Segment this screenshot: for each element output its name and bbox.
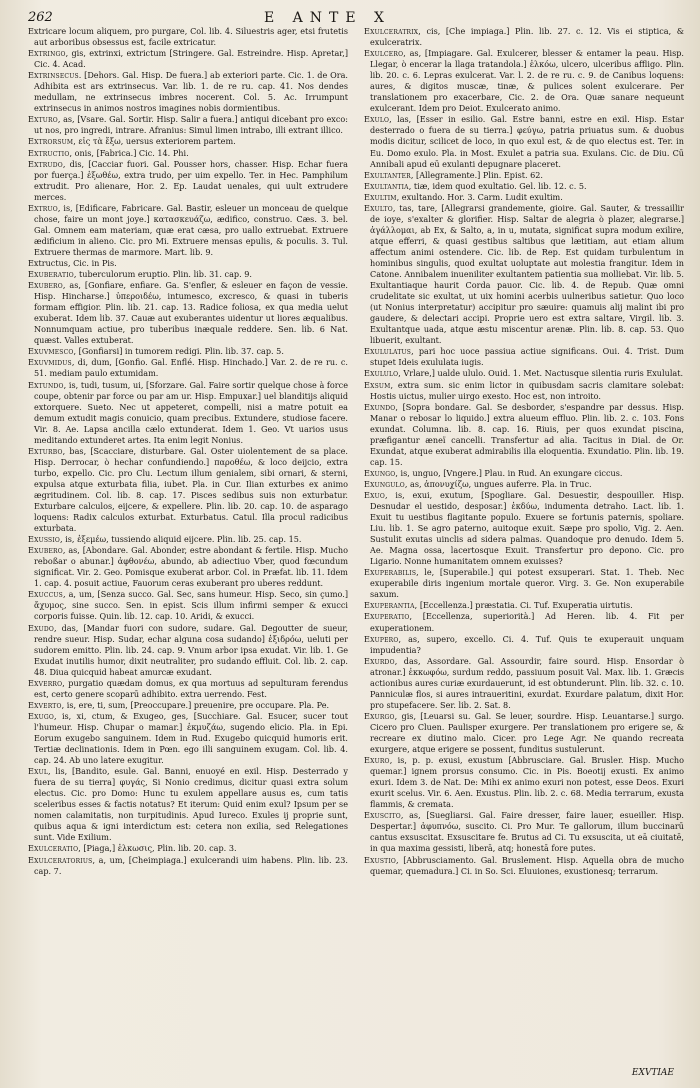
dictionary-entry (28, 203, 348, 258)
entry-text: , is, xi, ctum, & Exugeo, ges, [Succhiare. Gal. Esucer, sucer tout l'humeur. Hisp. Chupar o mamar.] ἐκμυζάω, sugendo elicio. Pla. in Epi. Eorum exugebo sanguinem. Idem in Rud. Exugebo quicquid humoris erit. Tertiæ declinationis. Idem in Pœn. ego illi sanguinem exugam. Col. lib. 4. cap. 24. Ab uno latere exugitur. (34, 710, 348, 766)
entry-text: , onis, [Fabrica.] Cic. 14. Phi. (69, 147, 189, 158)
dictionary-entry (364, 368, 684, 379)
entry-headword: Exturo (28, 114, 58, 125)
entry-headword: Exungulo (364, 478, 405, 489)
right-column (364, 26, 684, 1061)
entry-headword: Exverto (28, 699, 62, 710)
dictionary-entry (364, 634, 684, 656)
entry-headword: Exuo (364, 489, 385, 500)
entry-text: , as, [Abondare. Gal. Abonder, estre abondant & fertile. Hisp. Mucho reboßar o abunar.] ἀφθονέω, abundo, ab adiectiuo Vber, quod fœcundum significat. Vir. 2. Geo. Pomisque exuberat arbor. Col. in Præfat. lib. 11. Idem 1. cap. 4. posuit actiue, Fauorum ceras exuberant pro uberes reddunt. (34, 545, 348, 589)
dictionary-entry (364, 490, 684, 567)
dictionary-entry (28, 346, 348, 357)
entry-headword: Exultanter (364, 169, 411, 180)
entry-headword: Extringo (28, 48, 66, 59)
entry-headword: Exultim (364, 191, 397, 202)
entry-text: , a, um, [Cheimpiaga.] exulcerandi uim habens. Plin. lib. 23. cap. 7. (34, 854, 348, 876)
entry-text: , a, um, [Senza succo. Gal. Sec, sans humeur. Hisp. Seco, sin çumo.] ἄχυμος, sine succo. Sen. in epist. Scis illum infirmi semper & exucci corporis fuisse. Quin. lib. 12. cap. 10. Aridi, & exucci. (34, 589, 348, 622)
dictionary-entry (28, 545, 348, 589)
dictionary-entry (364, 346, 684, 368)
entry-text: , exultando. Hor. 3. Carm. Ludit exultim. (396, 191, 563, 202)
dictionary-entry (28, 678, 348, 700)
dictionary-entry (28, 70, 348, 114)
entry-text: , is, tudi, tusum, ui, [Sforzare. Gal. Faire sortir quelque chose à force coupe, obtenir par force ou par am ur. Hisp. Empuxar.] uel blanditijs aliquid extorquere. Sueto. Nec ut appeteret, compelli, nisi a matre potuit ea demum extudit magis conuicio, quam precibus. Extundere, studiose facere. Vir. 8. Ae. Lapsa ancilla cælo extunderat. Idem 1. Geo. Vt uarios usus meditando extunderet artes. Ita enim legit Nonius. (34, 379, 348, 445)
entry-text: Extricare locum aliquem, pro purgare, Col. lib. 4. Siluestris ager, etsi frutetis aut arboribus obsessus est, facile extricatur. (28, 26, 348, 48)
entry-headword: Extrudo (28, 158, 63, 169)
entry-text: Extructus, Cic. in Pis. (28, 257, 117, 268)
entry-headword: Exuberatio (28, 269, 74, 280)
entry-headword: Extrorsum (28, 136, 74, 147)
entry-headword: Exul (28, 766, 49, 777)
entry-headword: Exuperabilis (364, 567, 417, 578)
dictionary-entry (28, 589, 348, 622)
entry-text: , [Eccellenza, superiorità.] Ad Heren. lib. 4. Fit per exuperationem. (370, 611, 684, 633)
entry-headword: Exululatus (364, 346, 412, 357)
dictionary-entry (364, 203, 684, 347)
entry-text: , [Allegramente.] Plin. Epist. 62. (410, 169, 543, 180)
entry-headword: Exupero (364, 633, 399, 644)
entry-headword: Exuperatio (364, 611, 410, 622)
entry-text: , as, ἀπονυχίζω, ungues auferre. Pla. in Truc. (404, 478, 592, 489)
dictionary-entry (28, 258, 348, 269)
dictionary-entry (364, 855, 684, 877)
entry-headword: Extundo (28, 379, 64, 390)
dictionary-entry (364, 567, 684, 600)
dictionary-entry (364, 380, 684, 402)
entry-text: , as, [Vsare. Gal. Sortir. Hisp. Salir a fuera.] antiqui dicebant pro exco: ut nos, pro ingredi, intrare. Afranius: Simul limen intrabo, illi extrant illico. (34, 114, 348, 136)
dictionary-entry (28, 766, 348, 843)
entry-headword: Exubero (28, 280, 63, 291)
entry-text: , εἰς τὰ ἔξω, uersus exteriorem partem. (73, 136, 236, 147)
dictionary-entry (28, 700, 348, 711)
entry-text: , [Sopra bondare. Gal. Se desborder, s'espandre par dessus. Hisp. Manar o rebosar lo liquido.] extra alueum effluo. Plin. lib. 2. c. 103. Fons exundat. Columna. lib. 8. cap. 16. Riuis, per quos exundat piscina, præfigantur æneï cancelli. Transfertur ad alia. Tacitus in Dial. de Or. Exundat, atque exuberat admirabilis illa eloquentia. Exundatio. Plin. lib. 19. cap. 15. (370, 401, 684, 467)
entry-text: , purgatio quædam domus, ex qua mortuus ad sepulturam ferendus est, certo genere scoparū adhibito. extra uerrendo. Fest. (34, 677, 348, 699)
entry-headword: Exungo (364, 467, 396, 478)
dictionary-entry (28, 280, 348, 346)
catchword: EXVTIAE (631, 1068, 674, 1078)
running-head: E ANTE X (264, 10, 392, 26)
entry-headword: Exsum (364, 379, 391, 390)
dictionary-entry (28, 136, 348, 147)
entry-text: , lis, [Bandito, esule. Gal. Banni, enuoyé en exil. Hisp. Desterrado y fuera de su tierra] φυγάς, Si Nonio credimus, dicitur quasi extra solum electus. Cic. pro Domo: Hunc tu exulem appellare ausus es, cum tatis sceleribus esses & factis notatus? Et iterum: Quid enim exul? Ipsum per se nomen calamitatis, non turpitudinis. Apud Iureco. Exules ij proprie sunt, quibus aqua & igni interdictum est: cetera non exilia, sed Relegationes sunt. Vide Exilium. (34, 766, 348, 843)
dictionary-entry (28, 855, 348, 877)
dictionary-entry (28, 26, 348, 48)
dictionary-entry (28, 269, 348, 280)
entry-text: , as, [Impiagare. Gal. Exulcerer, blesser & entamer la peau. Hisp. Llegar, ò encerar la llaga tratandola.] ἑλκόω, ulcero, ulceribus affligo. Plin. lib. 20. c. 6. Lepras exulcerat. Var. l. 2. de re ru. c. 9. de Canibus loquens: aures, & digitos muscæ, tinæ, & pulices solent exulcerare. Per translationem pro exacerbare, Cic. 2. de Ora. Quæ sanare nequeunt exulcerant. Idem pro Deiot. Exulcerato animo. (370, 48, 684, 114)
entry-headword: Exundo (364, 401, 396, 412)
entry-text: , tas, tare, [Allegrarsi grandemente, gioire. Gal. Sauter, & tressaillir de ioye, s'exalter & glorifier. Hisp. Saltar de alegria ò plazer, alegrarse.] ἀγάλλομαι, ab Ex, & Salto, a, in u, mutata, significat supra modum exilire, atque efferri, & quasi gestibus saltibus que lætitiam, aut etiam alium affectum animi ostendere. Cic. lib. de Rep. Est quidam turbulentum in hominibus singulis, quod exultat uoluptate aut molestia frangitur. Idem in Catone. Annibalem inueniliter exultantem patientia sua molliebat. Vir. lib. 5. Exultantiaque haurit Corda pauor. Cic. lib. 4. de Repub. Quæ omni crudelitate sic exultat, ut uix homini acerbis uulneribus satietur. Quo loco (ut Nonius interpretatur) accipitur pro sæuire: quamuis alij malint ibi pro gaudere, & delectari accipi. Proprie uero est extra saltare, Virgil. lib. 3. Exultantque uada, atque æstu miscentur arenæ. Plin. lib. 8. cap. 53. Quo libuerit, exultant. (370, 202, 684, 346)
entry-text: , as, [Suegliarsi. Gal. Faire dresser, faire lauer, esueiller. Hisp. Despertar.] ἀφυπνόω, suscito. Ci. Pro Mur. Te gallorum, illum buccinarū cantus exsuscitat. Exsuscitare fe. Brutus ad Ci. Tu exsuscita, ut eā ciuitatē, in qua maxima gessisti, liberā, atq; honestā fore putes. (370, 810, 684, 854)
dictionary-entry (364, 656, 684, 711)
entry-text: , bas, [Scacciare, disturbare. Gal. Oster uiolentement de sa place. Hisp. Derrocar, ò hechar confundiendo.] παροθέω, & loco deijcio, extra turbo, expello. Cic. pro Clu. Lectum illum genialem, sibi ornari, & sterni, expulsa atque exturbata filia, iubet. Pla. in Cur. Ilian exturbes ex animo ægritudinem. Col. lib. 8. cap. 17. Pisces sedibus suis non exturbatur. Exturbare calculos, eijcere, & expellere. Plin. lib. 20. cap. 10. de asparago loquens: Radix calculos exturbat. Exturbatus. Catul. Illa procul radicibus exturbata. (34, 445, 348, 534)
entry-text: , [Piaga,] ἑλκωσις, Plin. lib. 20. cap. 3. (78, 843, 237, 854)
dictionary-entry (364, 611, 684, 633)
entry-text: , gis, [Leuarsi su. Gal. Se leuer, sourdre. Hisp. Leuantarse.] surgo. Cicero pro Cluen. Paulisper exurgere. Per translationem pro erigere se, & recreare ex diutino malo. Cicer. pro Lege Agr. Ne quando recreata exurgere, atque erigere se possent, funditus sustulerunt. (370, 710, 684, 755)
entry-text: , das, Assordare. Gal. Assourdir, faire sourd. Hisp. Ensordar ò atronar.] ἐκκωφόω, surdum reddo, passiuum posuit Val. Max. lib. 1. Græcis actionibus aures curiæ exurdauerunt, id est obtunderunt. Plin. lib. 32. c. 10. Panniculæ flos, si aures intraueritini, exurdat. Exurdare palatum, dixit Hor. pro stupefacere. Ser. lib. 2. Sat. 8. (370, 655, 684, 710)
entry-text: , pari hoc uoce passiua actiue significans. Oui. 4. Trist. Dum stupet Ideis exululata iugis. (370, 346, 684, 368)
entry-headword: Exuperantia (364, 600, 415, 611)
entry-text: , dis, [Cacciar fuori. Gal. Pousser hors, chasser. Hisp. Echar fuera por fuerça.] ἐξωθέω, extra trudo, per uim expello. Ter. in Hec. Pamphilum extrudit. Pro alienare, Hor. 2. Ep. Laudat uenales, qui uult extrudere merces. (34, 158, 348, 202)
entry-text: , das, [Mandar fuori con sudore, sudare. Gal. Degoutter de sueur, rendre sueur. Hisp. Sudar, echar alguna cosa sudando] ἐξιδρόω, ueluti per sudorem emitto. Plin. lib. 24. cap. 9. Vnum arbor ipsa exudat. Vir. lib. 1. Ge Exudat inutilis humor, dixit neutraliter, pro sudando effluit. Col. lib. 2. cap. 48. Diua quicquid habeat amurcæ exudant. (34, 622, 348, 677)
entry-text: , le, [Superabile.] qui potest exsuperari. Stat. 1. Theb. Nec exuperabile diris ingenium mortale queror. Virg. 3. Ge. Non exuperabile saxum. (370, 567, 684, 600)
entry-headword: Exurdo (364, 655, 395, 666)
entry-headword: Exuvmidus (28, 357, 72, 368)
entry-text: , [Eccellenza.] præstatia. Ci. Tuf. Exuperatia uirtutis. (414, 600, 633, 611)
entry-headword: Exululo (364, 368, 399, 379)
dictionary-entry (364, 402, 684, 468)
page-number: 262 (28, 10, 53, 25)
entry-headword: Exugo (28, 710, 54, 721)
dictionary-entry (28, 357, 348, 379)
dictionary-entry (364, 711, 684, 755)
entry-text: , as, [Gonfiare, enfiare. Ga. S'enfler, & esleuer en façon de vessie. Hisp. Hincharse.] ὑπεροιδέω, intumesco, excresco, & quasi in tuberis formam effigior. Plin. lib. 21. cap. 13. Radice foliosa, ex qua media uelut exuberat. Idem lib. 37. Cauæ aut exuberantes uidentur ut liores æqualibus. Nonnumquam actiue, pro tuberibus inæquale reddere. Sen. lib. 6 Nat. quæst. Valles extuberat. (34, 280, 348, 346)
dictionary-entry (364, 810, 684, 854)
left-column (28, 26, 348, 1061)
entry-headword: Exulceratrix (364, 26, 419, 36)
entry-text: , [Abbrusciamento. Gal. Bruslement. Hisp. Aquella obra de mucho quemar, quemadura.] Ci. in So. Sci. Eluuiones, exustionesq; terrarum. (370, 854, 684, 876)
entry-headword: Exuccus (28, 589, 63, 600)
entry-headword: Exurgo (364, 710, 395, 721)
entry-text: , is, exui, exutum, [Spogliare. Gal. Desuestir, despouiller. Hisp. Desnudar el uestido, desposar.] ἐκδύω, indumenta detraho. Lact. lib. 1. Exuit tu uestibus flagitante populo. Exuere se fortunis paternis, spoliare. Liu. lib. 1. Se agro paterno, auitoque exuit. Sæpe pro spolio, Vig. 2. Aen. Sustulit exutas uinclis ad sidera palmas. Quandoque pro denudo. Idem 5. Ae. Magna ossa, lacertosque Exuit. Transfertur pro depono. Cic. pro Ligario. Nonne humanitatem omnem exuisses? (370, 489, 684, 567)
entry-headword: Extructio (28, 147, 70, 158)
entry-text: , tuberculorum eruptio. Plin. lib. 31. cap. 9. (73, 269, 252, 280)
entry-headword: Exulcero (364, 48, 404, 59)
entry-headword: Exussio (28, 534, 61, 545)
entry-headword: Exulceratorius (28, 854, 93, 865)
dictionary-entry (364, 192, 684, 203)
dictionary-entry (28, 711, 348, 766)
entry-headword: Exuscito (364, 810, 401, 821)
entry-headword: Exulto (364, 202, 393, 213)
dictionary-entry (28, 380, 348, 446)
dictionary-entry (364, 170, 684, 181)
entry-headword: Exubero (28, 545, 63, 556)
entry-headword: Extruo (28, 202, 58, 213)
entry-text: , cis, [Che impiaga.] Plin. lib. 27. c. 12. Vis ei stiptica, & exulceratrix. (370, 26, 684, 48)
dictionary-entry (364, 26, 684, 48)
entry-text: , tiæ, idem quod exultatio. Gel. lib. 12. c. 5. (408, 180, 587, 191)
entry-text: , is, [Edificare, Fabricare. Gal. Bastir, esleuer un monceau de quelque chose, faire un mont joye.] κατασκευάζω, ædifico, construo. Cæs. 3. bel. Gal. Omnem eam materiam, quæ erat cæsa, pro uallo extruebat. Extruere ædificium in alieno. Cic. pro Mi. Extruere mensas epulis, & poculis. 3. Tul. Extruere thermas de marmore. Mart. lib. 9. (34, 202, 348, 257)
entry-text: , gis, extrinxi, extrictum [Stringere. Gal. Estreindre. Hisp. Apretar,] Cic. 4. Acad. (34, 48, 348, 70)
dictionary-entry (28, 843, 348, 854)
entry-text: , as, supero, excello. Ci. 4. Tuf. Quis te exuperauit unquam impudentia? (370, 633, 684, 655)
entry-text: . [Dehors. Gal. Hisp. De fuera.] ab exteriori parte. Cic. 1. de Ora. Adhibita est ars extrinsecus. Var. lib. 1. de re ru. cap. 41. Nos dendes medullam, ne extrinsecus imbres nocerent. Col. 5. Ac. Irrumpunt extrinsecus in animos nostros imagines nobis dormientibus. (34, 70, 348, 114)
entry-headword: Exultantia (364, 180, 409, 191)
entry-text: , [Gonfiarsi] in tumorem redigi. Plin. lib. 37. cap. 5. (73, 346, 284, 357)
dictionary-entry (28, 534, 348, 545)
entry-headword: Exuro (364, 755, 390, 766)
entry-headword: Exudo (28, 622, 54, 633)
entry-text: , di, dum, [Gonfio. Gal. Enflé. Hisp. Hinchado.] Var. 2. de re ru. c. 51. mediam paulo extumidam. (34, 357, 348, 379)
dictionary-entry (28, 48, 348, 70)
entry-text: , Vrlare,] ualde ululo. Ouid. 1. Met. Nactusque silentia ruris Exululat. (398, 368, 684, 379)
entry-headword: Exuvmesco (28, 346, 74, 357)
entry-headword: Exulo (364, 114, 390, 125)
dictionary-entry (364, 755, 684, 810)
entry-text: , is, ἐξεμέω, tussiendo aliquid eijcere. Plin. lib. 25. cap. 15. (60, 534, 302, 545)
dictionary-entry (364, 479, 684, 490)
dictionary-entry (28, 148, 348, 159)
dictionary-entry (364, 48, 684, 114)
entry-headword: Exturbo (28, 445, 63, 456)
dictionary-entry (364, 468, 684, 479)
entry-headword: Exustio (364, 854, 397, 865)
entry-headword: Exulceratio (28, 843, 79, 854)
entry-headword: Exverro (28, 677, 63, 688)
entry-text: , is, p. p. exusi, exustum [Abbrusciare. Gal. Brusler. Hisp. Mucho quemar.] ignem prorsus consumo. Cic. in Pis. Boeotij exusti. Ex animo exuri. Idem 3. de Nat. De: Mihi ex animo exuri non potest, esse Deos. Exuri exurit scelus. Vir. 6. Aen. Exustus. Plin. lib. 2. c. 68. Media terrarum, exusta flammis, & cremata. (370, 755, 684, 810)
dictionary-entry (28, 159, 348, 203)
dictionary-entry (364, 600, 684, 611)
entry-text: , is, unguo, [Vngere.] Plau. in Rud. An exungare ciccus. (395, 467, 623, 478)
dictionary-entry (28, 446, 348, 534)
dictionary-entry (28, 623, 348, 678)
entry-text: , las, [Esser in esilio. Gal. Estre banni, estre en exil. Hisp. Estar desterrado o fuera de su tierra.] φεύγω, patria priuatus sum. & duobus modis dicitur, scilicet de loco, in quo exul est, & de quo electus est. Ter. in Eu. Domo exulo. Pla. in Most. Exulet a patria sua. Exulans. Cic. de Diu. Cū Annibali apud eū exulanti depugnare placeret. (370, 114, 684, 169)
entry-headword: Extrinsecus (28, 70, 79, 81)
dictionary-entry (364, 114, 684, 169)
dictionary-entry (28, 114, 348, 136)
entry-text: , is, ere, ti, sum, [Preoccupare.] preuenire, pre occupare. Pla. Pe. (61, 699, 330, 710)
dictionary-entry (364, 181, 684, 192)
entry-text: , extra sum. sic enim lictor in quibusdam sacris clamitare solebat: Hostis uictus, mulier uirgo exesto. Hoc est, non introito. (370, 379, 684, 401)
